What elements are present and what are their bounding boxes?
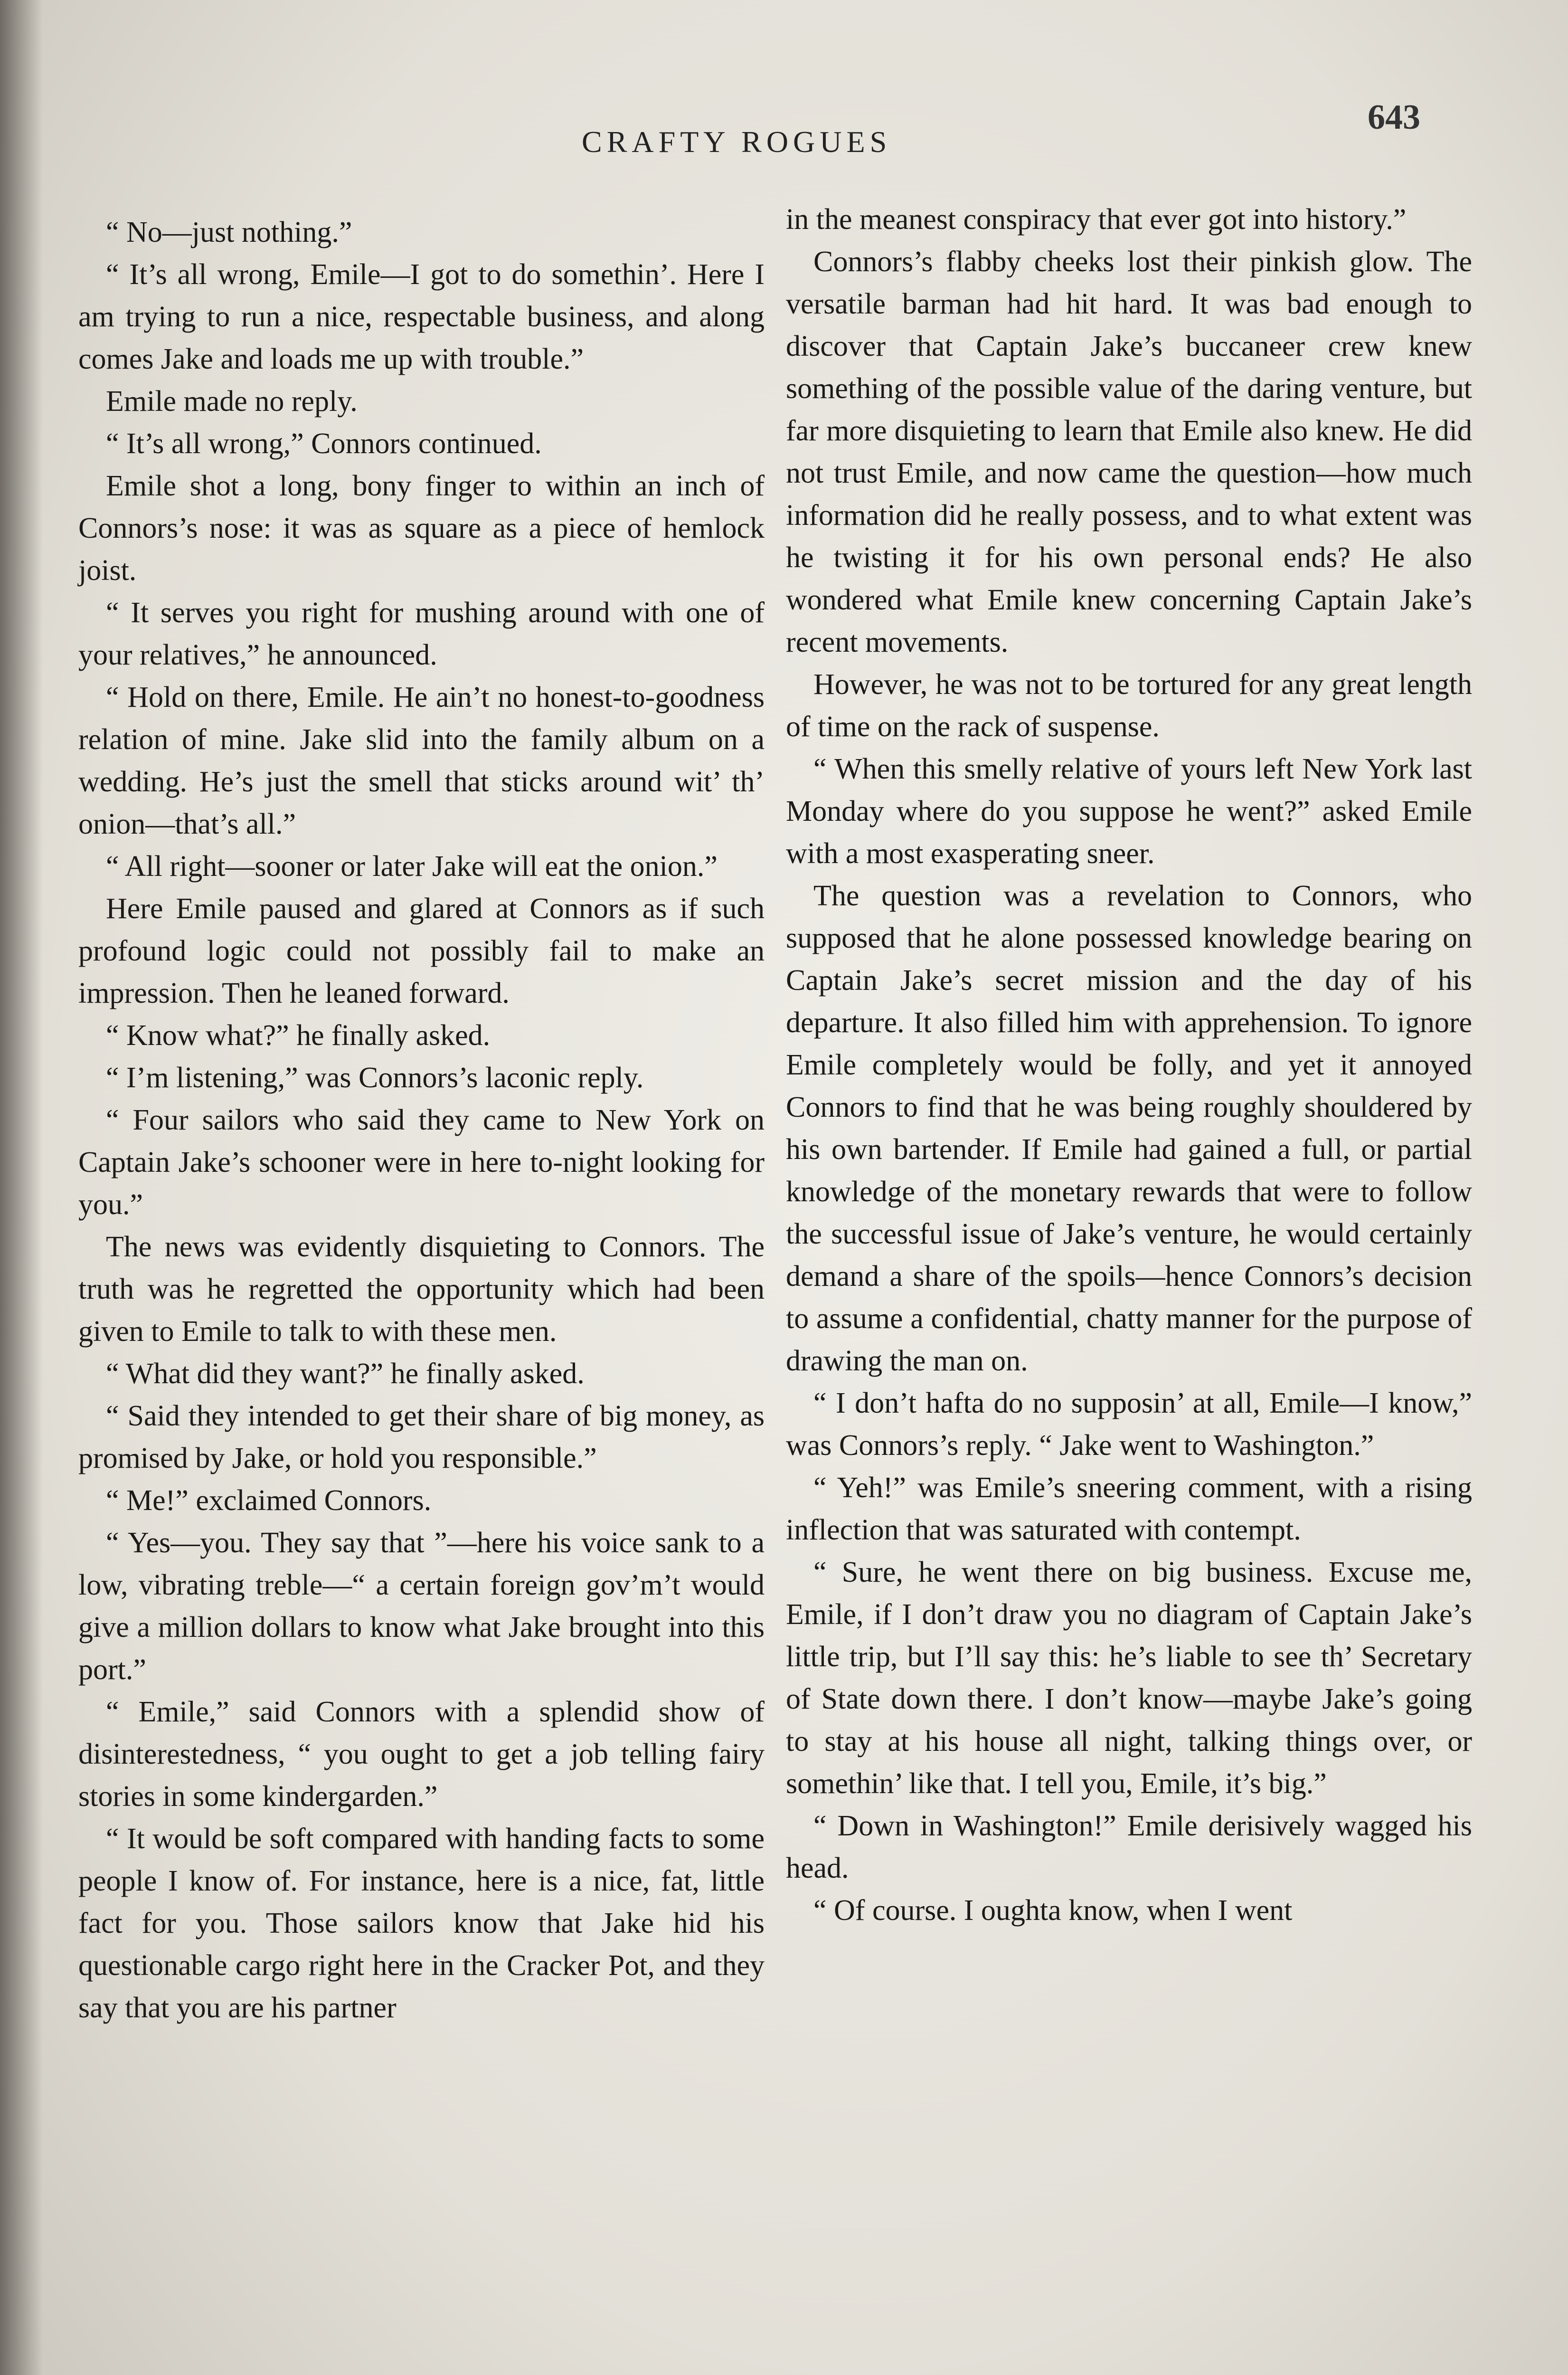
paragraph: “ I don’t hafta do no supposin’ at all, Emile—I know,” was Connors’s reply. “ Jake went to Washington.” [786,1387,1472,1462]
paragraph: “ Hold on there, Emile. He ain’t no honest-to-goodness relation of mine. Jake slid into the family album on a wedding. He’s just the smell that sticks around wit’ th’ onion—that’s all.” [78,681,765,840]
left-column [78,211,765,2029]
paragraph: The news was evidently disquieting to Connors. The truth was he regretted the opportunity which had been given to Emile to talk to with these men. [78,1231,765,1348]
paragraph: Here Emile paused and glared at Connors as if such profound logic could not possibly fail to make an impression. Then he leaned forward. [78,893,765,1009]
paragraph: “ Said they intended to get their share of big money, as promised by Jake, or hold you responsible.” [78,1400,765,1474]
paragraph: “ Of course. I oughta know, when I went [813,1894,1293,1927]
paragraph: “ Sure, he went there on big business. Excuse me, Emile, if I don’t draw you no diagram of Captain Jake’s little trip, but I’ll say this: he’s liable to see th’ Secretary of State down there. I don’t know—maybe Jake’s going to stay at his house all night, talking things over, or somethin’ like that. I tell you, Emile, it’s big.” [786,1556,1472,1800]
paragraph: “ No—just nothing.” [106,216,352,248]
paragraph: Emile made no reply. [106,385,358,418]
paragraph: “ It would be soft compared with handing facts to some people I know of. For instance, here is a nice, fat, little fact for you. Those sailors know that Jake hid his questionable cargo right here in the Cracker Pot, and they say that you are his partner [78,1823,765,2024]
paragraph: “ Yes—you. They say that ”—here his voice sank to a low, vibrating treble—“ a certain foreign gov’m’t would give a million dollars to know what Jake brought into this port.” [78,1527,765,1686]
paragraph: “ Down in Washington!” Emile derisively wagged his head. [786,1810,1472,1884]
paragraph: Emile shot a long, bony finger to within an inch of Connors’s nose: it was as square as a piece of hemlock joist. [78,470,765,587]
paragraph: “ It’s all wrong, Emile—I got to do somethin’. Here I am trying to run a nice, respectable business, and along comes Jake and loads me up with trouble.” [78,258,765,375]
paragraph: “ All right—sooner or later Jake will eat the onion.” [106,850,718,883]
paragraph: “ I’m listening,” was Connors’s laconic reply. [106,1062,644,1094]
paragraph: “ When this smelly relative of yours left New York last Monday where do you suppose he went?” asked Emile with a most exasperating sneer. [786,753,1472,870]
page-edge-shadow [0,0,43,2375]
paragraph: However, he was not to be tortured for any great length of time on the rack of suspense. [786,668,1472,743]
paragraph: “ Emile,” said Connors with a splendid show of disinterestedness, “ you ought to get a job telling fairy stories in some kindergarden.” [78,1696,765,1813]
paragraph: “ Four sailors who said they came to New York on Captain Jake’s schooner were in here to-night looking for you.” [78,1104,765,1221]
paragraph: “ What did they want?” he finally asked. [106,1358,585,1390]
paragraph-continued: in the meanest conspiracy that ever got into history.” [786,203,1407,236]
page-number: 643 [1368,98,1420,137]
paragraph: “ Know what?” he finally asked. [106,1019,491,1052]
paragraph: Connors’s flabby cheeks lost their pinkish glow. The versatile barman had hit hard. It was bad enough to discover that Captain Jake’s buccaneer crew knew something of the possible value of the daring venture, but far more disquieting to learn that Emile also knew. He did not trust Emile, and now came the question—how much information did he really possess, and to what extent was he twisting it for his own personal ends? He also wondered what Emile knew concerning Captain Jake’s recent movements. [786,246,1472,658]
paragraph: “ Yeh!” was Emile’s sneering comment, with a rising inflection that was saturated with contempt. [786,1472,1472,1546]
paragraph: “ Me!” exclaimed Connors. [106,1484,432,1517]
paragraph: The question was a revelation to Connors, who supposed that he alone possessed knowledge bearing on Captain Jake’s secret mission and the day of his departure. It also filled him with apprehension. To ignore Emile completely would be folly, and yet it annoyed Connors to find that he was being roughly shouldered by his own bartender. If Emile had gained a full, or partial knowledge of the monetary rewards that were to follow the successful issue of Jake’s venture, he would certainly demand a share of the spoils—hence Connors’s decision to assume a confidential, chatty manner for the purpose of drawing the man on. [786,880,1472,1377]
paragraph: “ It’s all wrong,” Connors continued. [106,428,542,460]
right-column [786,199,1472,1932]
paragraph: “ It serves you right for mushing around with one of your relatives,” he announced. [78,597,765,671]
running-title: CRAFTY ROGUES [582,125,892,159]
